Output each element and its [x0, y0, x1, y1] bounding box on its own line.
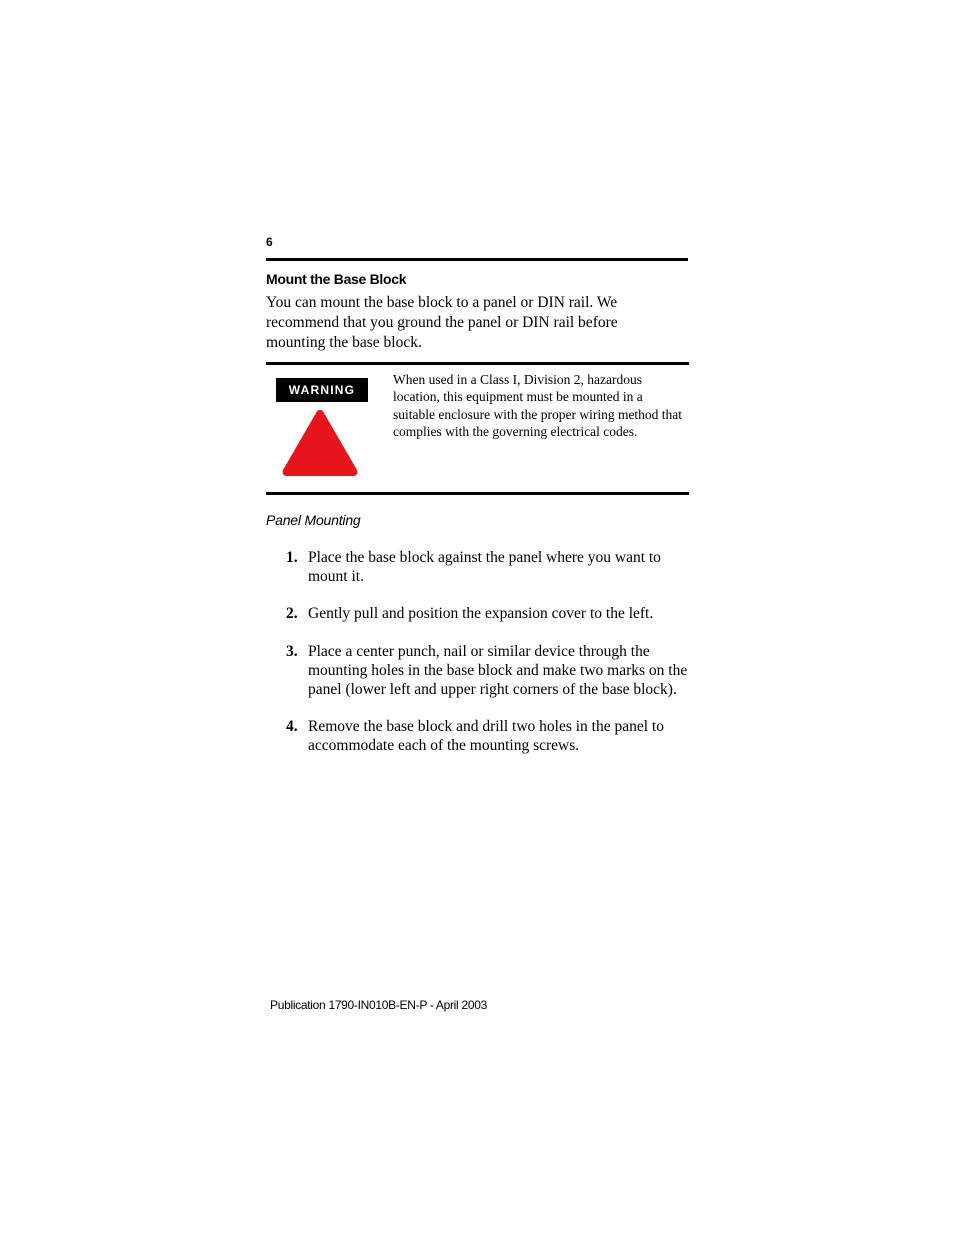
section-intro: You can mount the base block to a panel or DIN rail. We recommend that you ground the panel or DIN rail before mounting the base block.	[266, 294, 618, 351]
warning-bottom-rule	[266, 492, 689, 495]
step-number: 4.	[286, 718, 298, 736]
warning-top-rule	[266, 362, 689, 365]
step-text: Gently pull and position the expansion cover to the left.	[308, 605, 654, 623]
list-item	[266, 718, 691, 755]
list-item	[266, 549, 691, 586]
warning-triangle-icon	[281, 406, 359, 478]
step-number: 3.	[286, 643, 298, 661]
section-title: Mount the Base Block	[266, 271, 407, 287]
step-number: 1.	[286, 549, 298, 566]
page-number: 6	[266, 235, 273, 249]
step-text: Place the base block against the panel where you want to mount it.	[308, 549, 661, 585]
list-item	[266, 643, 691, 699]
header-rule	[266, 258, 688, 261]
subsection-title: Panel Mounting	[266, 512, 361, 528]
list-item	[266, 605, 691, 624]
step-text: Remove the base block and drill two holes in the panel to accommodate each of the mounting screws.	[308, 718, 664, 754]
warning-text: When used in a Class I, Division 2, hazardous location, this equipment must be mounted in a suitable enclosure with the proper wiring method that complies with the governing electrical codes.	[393, 372, 683, 439]
step-text: Place a center punch, nail or similar device through the mounting holes in the base block and make two marks on the panel (lower left and upper right corners of the base block).	[308, 643, 688, 698]
step-number: 2.	[286, 605, 298, 623]
step-list	[266, 549, 691, 775]
publication-footer: Publication 1790-IN010B-EN-P - April 2003	[270, 998, 487, 1012]
warning-badge: WARNING	[276, 378, 368, 402]
